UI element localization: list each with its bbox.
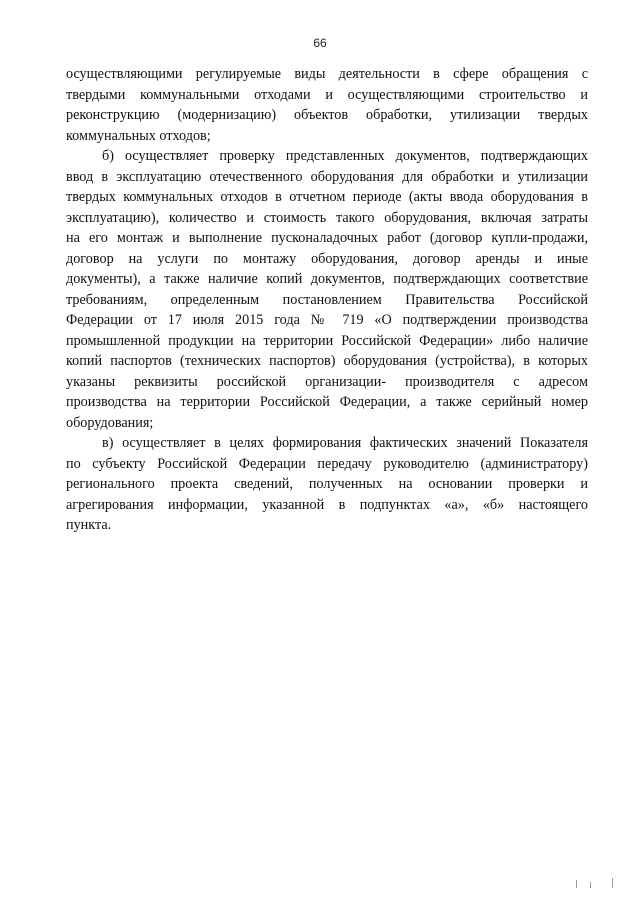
text-line: Федерации от 17 июля 2015 года № 719 «О подтверждении производства	[66, 312, 588, 328]
text-line: копий паспортов (технических паспортов) оборудования (устройства), в которых	[66, 353, 588, 369]
paragraph-v	[66, 433, 588, 536]
text-line: твердыми коммунальными отходами и осуществляющими строительство и	[66, 86, 588, 103]
text-line: б) осуществляет проверку представленных документов, подтверждающих	[102, 148, 588, 164]
text-line: по субъекту Российской Федерации передачу руководителю (администратору)	[66, 455, 588, 472]
scan-artifact	[590, 882, 591, 888]
text-line: эксплуатацию), количество и стоимость такого оборудования, включая затраты	[66, 209, 588, 226]
text-line: промышленной продукции на территории Российской Федерации» либо наличие	[66, 332, 588, 349]
text-line: ввод в эксплуатацию отечественного оборудования для обработки и утилизации	[66, 168, 588, 185]
text-line: оборудования;	[66, 414, 154, 431]
scan-artifact	[612, 878, 613, 888]
text-line: на его монтаж и выполнение пусконаладочных работ (договор купли-продажи,	[66, 230, 588, 246]
text-line: документы), а также наличие копий документов, подтверждающих соответствие	[66, 271, 588, 287]
text-line: коммунальных отходов;	[66, 127, 211, 144]
text-line: договор на услуги по монтажу оборудования, договор аренды и иные	[66, 250, 588, 267]
paragraph-continuation	[66, 64, 588, 146]
text-line: производства на территории Российской Федерации, а также серийный номер	[66, 394, 588, 410]
paragraph-b	[66, 146, 588, 433]
text-line: осуществляющими регулируемые виды деятельности в сфере обращения с	[66, 66, 588, 82]
text-line: в) осуществляет в целях формирования фактических значений Показателя	[102, 435, 588, 451]
text-line: регионального проекта сведений, полученных на основании проверки и	[66, 476, 588, 492]
text-line: указаны реквизиты российской организации- производителя с адресом	[66, 373, 588, 390]
text-line: твердых коммунальных отходов в отчетном периоде (акты ввода оборудования в	[66, 189, 588, 205]
text-line: реконструкцию (модернизацию) объектов обработки, утилизации твердых	[66, 107, 588, 123]
text-line: пункта.	[66, 517, 112, 533]
text-line: агрегирования информации, указанной в подпунктах «а», «б» настоящего	[66, 496, 588, 513]
page-number: 66	[313, 36, 327, 50]
scan-artifact	[576, 880, 577, 888]
document-body	[66, 64, 588, 536]
text-line: требованиям, определенным постановлением Правительства Российской	[66, 291, 588, 308]
